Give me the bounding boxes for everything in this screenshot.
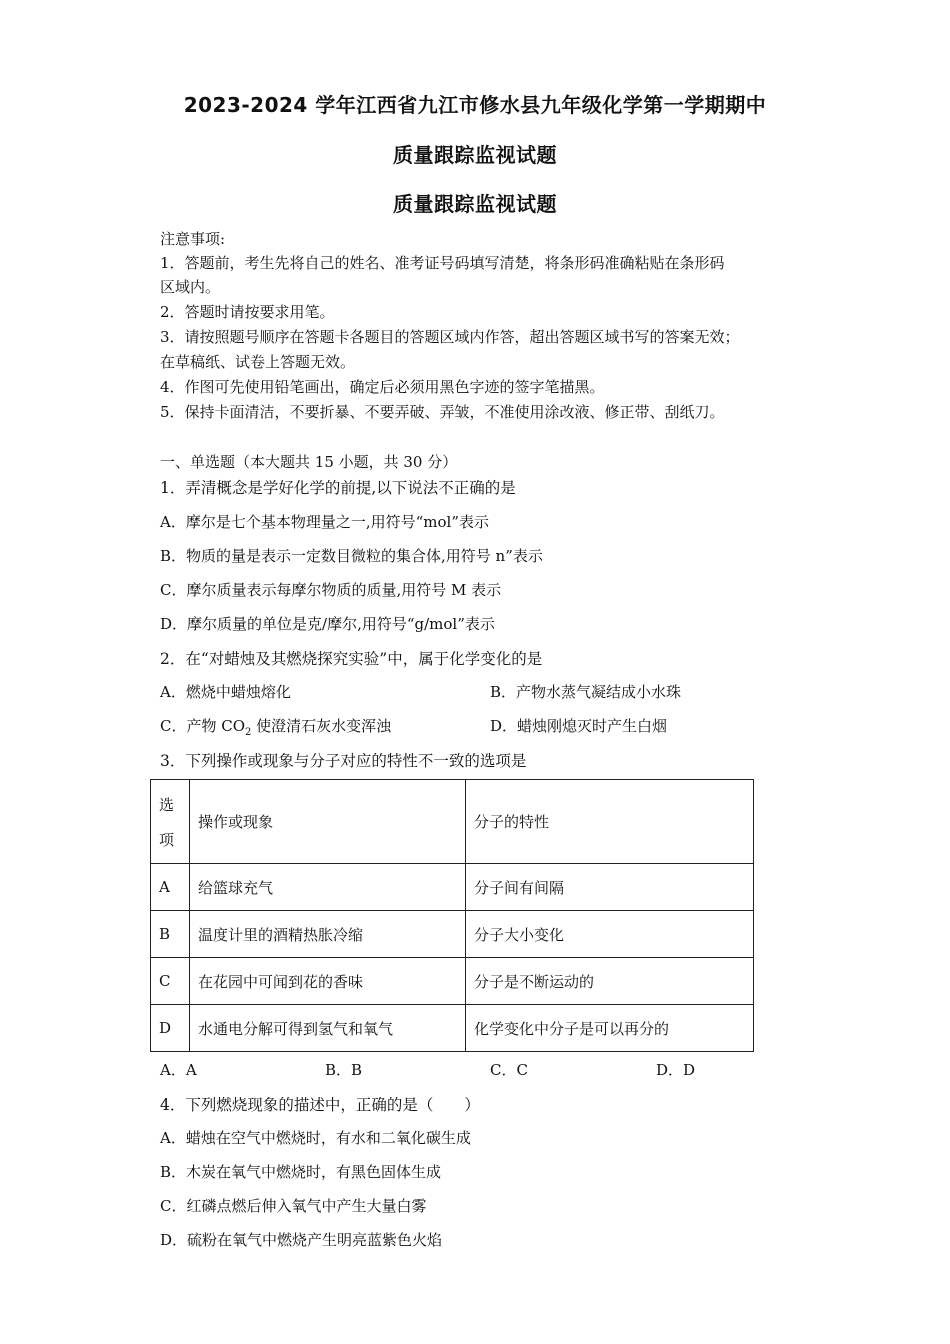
- row-option: D: [151, 1005, 190, 1052]
- q1-stem: 1．弄清概念是学好化学的前提,以下说法不正确的是: [160, 479, 516, 497]
- q3-option-a: A．A: [160, 1061, 197, 1079]
- row-property: 分子间有间隔: [466, 864, 754, 911]
- q4-option-c: C．红磷点燃后伸入氧气中产生大量白雾: [160, 1197, 427, 1215]
- notice-item-3: 3．请按照题号顺序在答题卡各题目的答题区域内作答，超出答题区域书写的答案无效；: [160, 328, 740, 346]
- table-row: [151, 1005, 754, 1052]
- q2-stem: 2．在“对蜡烛及其燃烧探究实验”中，属于化学变化的是: [160, 650, 543, 668]
- q2-option-a: A．燃烧中蜡烛熔化: [160, 683, 291, 701]
- row-phenomenon: 给篮球充气: [190, 864, 466, 911]
- q2-option-d: D．蜡烛刚熄灭时产生白烟: [490, 717, 668, 735]
- exam-title-line1: 2023-2024 学年江西省九江市修水县九年级化学第一学期期中: [183, 93, 767, 117]
- notice-item-5: 5．保持卡面清洁，不要折暴、不要弄破、弄皱，不准使用涂改液、修正带、刮纸刀。: [160, 403, 725, 421]
- q1-option-d: D．摩尔质量的单位是克/摩尔,用符号“g/mol”表示: [160, 615, 495, 633]
- exam-title-line3: 质量跟踪监视试题: [393, 192, 557, 216]
- exam-title-line2: 质量跟踪监视试题: [393, 143, 557, 167]
- row-phenomenon: 温度计里的酒精热胀冷缩: [190, 911, 466, 958]
- notice-item-1-cont: 区域内。: [160, 278, 221, 296]
- q3-table: [150, 779, 754, 1052]
- row-property: 分子是不断运动的: [466, 958, 754, 1005]
- row-phenomenon: 水通电分解可得到氢气和氧气: [190, 1005, 466, 1052]
- q1-option-b: B．物质的量是表示一定数目微粒的集合体,用符号 n”表示: [160, 547, 543, 565]
- q3-option-c: C．C: [490, 1061, 528, 1079]
- q3-option-d: D．D: [656, 1061, 696, 1079]
- notice-item-4: 4．作图可先使用铅笔画出，确定后必须用黑色字迹的签字笔描黑。: [160, 378, 605, 396]
- notice-item-1: 1．答题前，考生先将自己的姓名、准考证号码填写清楚，将条形码准确粘贴在条形码: [160, 254, 725, 272]
- q1-option-c: C．摩尔质量表示每摩尔物质的质量,用符号 M 表示: [160, 581, 502, 599]
- notice-item-3-cont: 在草稿纸、试卷上答题无效。: [160, 353, 356, 371]
- q2-option-b: B．产物水蒸气凝结成小水珠: [490, 683, 682, 701]
- table-row: [151, 958, 754, 1005]
- row-option: C: [151, 958, 190, 1005]
- q1-option-a: A．摩尔是七个基本物理量之一,用符号“mol”表示: [160, 513, 489, 531]
- notice-item-2: 2．答题时请按要求用笔。: [160, 303, 335, 321]
- row-option: A: [151, 864, 190, 911]
- row-property: 化学变化中分子是可以再分的: [466, 1005, 754, 1052]
- q4-option-d: D．硫粉在氧气中燃烧产生明亮蓝紫色火焰: [160, 1231, 443, 1249]
- table-row: [151, 864, 754, 911]
- q3-option-b: B．B: [325, 1061, 363, 1079]
- header-phenomenon-cell: 操作或现象: [190, 780, 466, 864]
- q3-stem: 3．下列操作或现象与分子对应的特性不一致的选项是: [160, 752, 527, 770]
- row-property: 分子大小变化: [466, 911, 754, 958]
- table-row: [151, 911, 754, 958]
- table-header-row: [151, 780, 754, 864]
- q4-option-a: A．蜡烛在空气中燃烧时，有水和二氧化碳生成: [160, 1129, 471, 1147]
- row-phenomenon: 在花园中可闻到花的香味: [190, 958, 466, 1005]
- q4-stem: 4．下列燃烧现象的描述中，正确的是（ ）: [160, 1096, 480, 1114]
- row-option: B: [151, 911, 190, 958]
- q4-option-b: B．木炭在氧气中燃烧时，有黑色固体生成: [160, 1163, 442, 1181]
- header-option-cell: 选 项: [151, 780, 190, 864]
- notice-heading: 注意事项:: [160, 230, 226, 248]
- header-property-cell: 分子的特性: [466, 780, 754, 864]
- section-heading: 一、单选题（本大题共 15 小题，共 30 分）: [160, 453, 458, 471]
- q2-option-c: C．产物 $CO_2$ 使澄清石灰水变浑浊: [160, 717, 392, 738]
